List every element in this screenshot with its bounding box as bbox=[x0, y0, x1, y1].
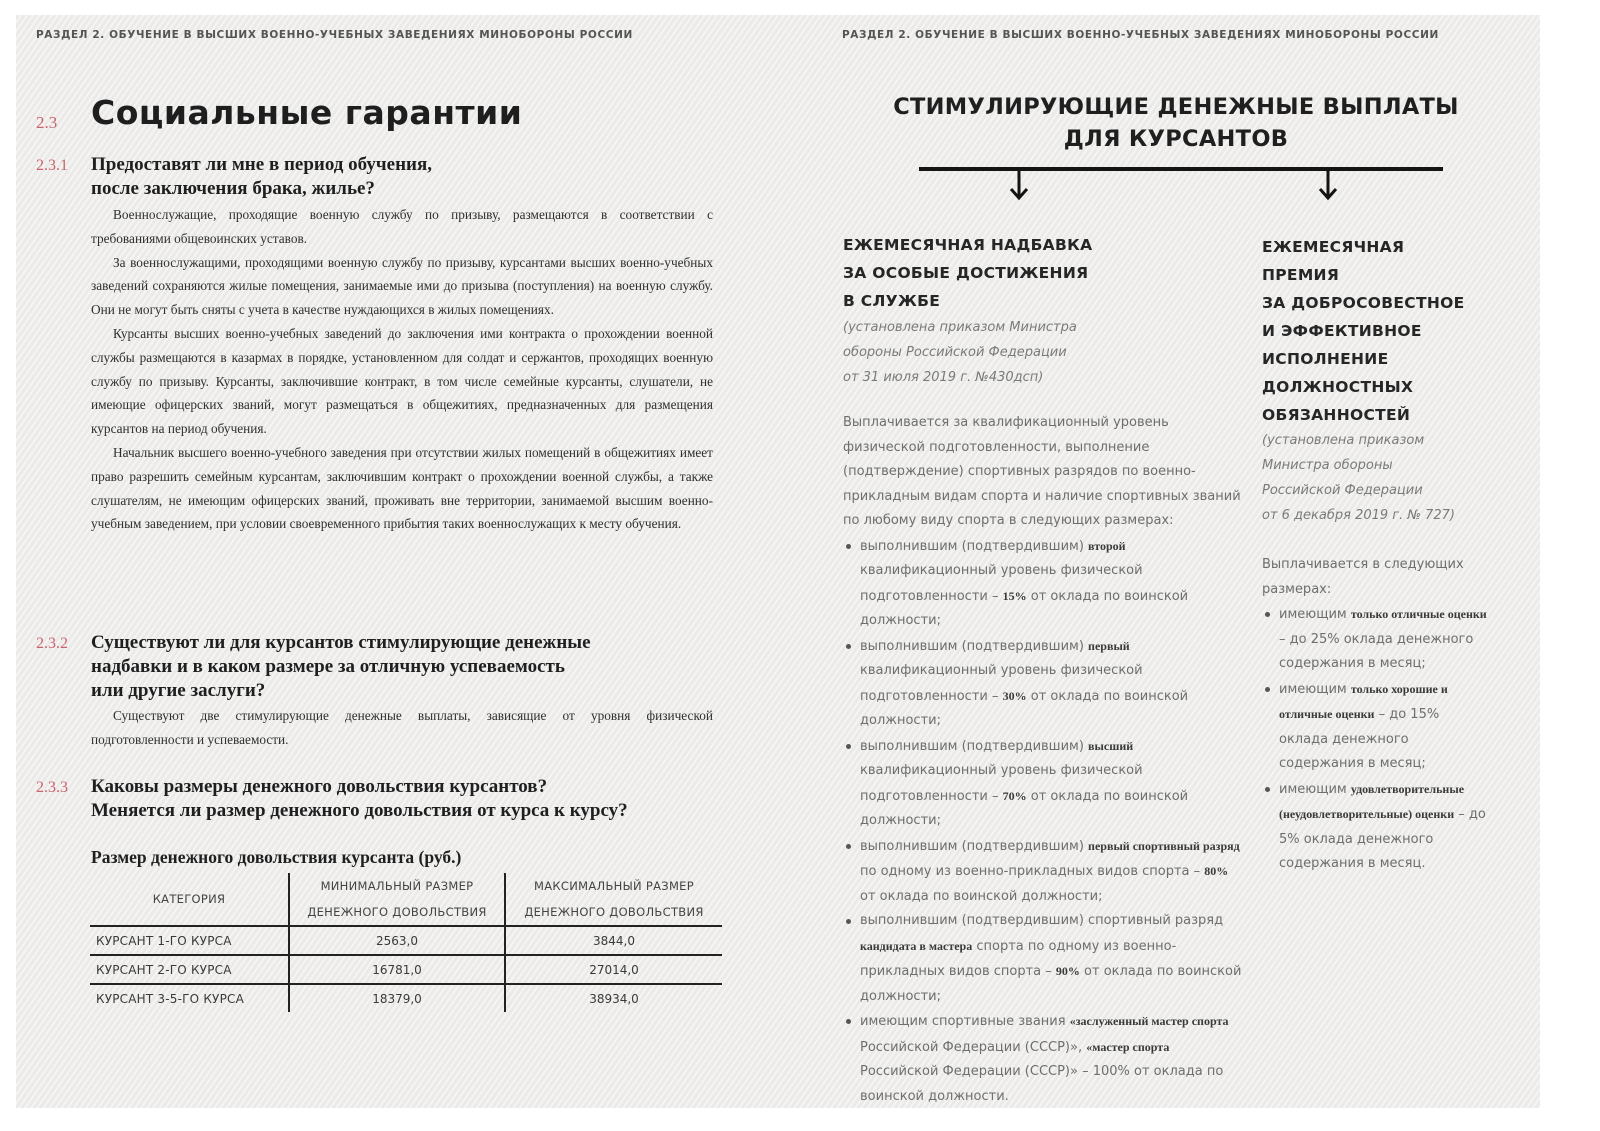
item-text: от оклада по воинской должности; bbox=[860, 964, 1242, 1004]
list-item bbox=[843, 909, 1243, 1009]
paragraph: За военнослужащими, проходящими военную службу по призыву, курсантами высших военно-учебных заведений сохраняются жилые помещения, занимаемые ими до призыва (поступления) на военную службу. Они не могут быть сняты с учета в качестве нуждающихся в жилых помещениях. bbox=[91, 254, 713, 318]
cell-category: КУРСАНТ 1-ГО КУРСА bbox=[90, 926, 289, 955]
item-bold: высший bbox=[1088, 738, 1134, 753]
heading-line: И ЭФФЕКТИВНОЕ bbox=[1262, 322, 1422, 340]
item-text: квалификационный уровень физической подготовленности – bbox=[860, 663, 1143, 704]
item-bold: кандидата в мастера bbox=[860, 938, 973, 953]
section-number: 2.3 bbox=[36, 113, 58, 132]
decree-line: Министра обороны bbox=[1262, 458, 1393, 473]
column-header: КАТЕГОРИЯ bbox=[152, 892, 226, 906]
heading-line: ЕЖЕМЕСЯЧНАЯ НАДБАВКА bbox=[843, 236, 1093, 254]
column-2-heading bbox=[1262, 233, 1464, 429]
question-title-line: после заключения брака, жилье? bbox=[91, 178, 375, 199]
item-text: имеющим bbox=[1279, 607, 1351, 622]
item-text: выполнившим (подтвердившим) спортивный разряд bbox=[860, 913, 1224, 928]
list-item bbox=[1262, 777, 1492, 877]
table-row bbox=[90, 984, 722, 1012]
item-text: – до 5% оклада денежного содержания в месяц. bbox=[1279, 807, 1486, 871]
item-text: квалификационный уровень физической подготовленности – bbox=[860, 763, 1143, 804]
column-2-body bbox=[1262, 553, 1492, 877]
paragraph: Военнослужащие, проходящие военную службу по призыву, размещаются в соответствии с требованиями общевоинских уставов. bbox=[91, 207, 713, 246]
item-bold: удовлетворительные (неудовлетворительные) оценки bbox=[1279, 781, 1465, 821]
item-bold: только хорошие и отличные оценки bbox=[1279, 681, 1448, 721]
heading-line: ЗА ОСОБЫЕ ДОСТИЖЕНИЯ bbox=[843, 264, 1089, 282]
heading-line: ОБЯЗАННОСТЕЙ bbox=[1262, 406, 1411, 424]
item-text: имеющим bbox=[1279, 681, 1351, 697]
item-text: Российской Федерации (СССР)», bbox=[860, 1039, 1087, 1055]
question-title-233 bbox=[91, 775, 628, 823]
decree-line: (установлена приказом bbox=[1262, 433, 1425, 448]
column-2-decree bbox=[1262, 428, 1455, 528]
item-bold: 90% bbox=[1055, 964, 1080, 978]
question-title-232 bbox=[91, 631, 591, 703]
item-text: выполнившим (подтвердившим) bbox=[860, 738, 1089, 754]
column-1-list bbox=[843, 534, 1243, 1110]
heading-line: ДОЛЖНОСТНЫХ bbox=[1262, 378, 1414, 396]
cell-min: 16781,0 bbox=[289, 955, 505, 984]
question-number-231: 2.3.1 bbox=[36, 157, 68, 174]
list-item bbox=[843, 734, 1243, 834]
book-spread bbox=[16, 15, 1540, 1108]
heading-line: ЗА ДОБРОСОВЕСТНОЕ bbox=[1262, 294, 1465, 312]
item-text: от оклада по воинской должности; bbox=[860, 888, 1103, 904]
table-row bbox=[90, 955, 722, 984]
paragraph: Существуют две стимулирующие денежные выплаты, зависящие от уровня физической подготовленности и успеваемости. bbox=[91, 708, 713, 747]
item-text: имеющим bbox=[1279, 781, 1351, 797]
item-text: от оклада по воинской должности; bbox=[860, 688, 1189, 728]
column-1-decree bbox=[843, 315, 1077, 390]
question-title-line: Меняется ли размер денежного довольствия от курса к курсу? bbox=[91, 800, 628, 821]
answer-231 bbox=[91, 203, 713, 536]
heading-line: ПРЕМИЯ bbox=[1262, 266, 1340, 284]
arrow-down-icon bbox=[1318, 171, 1338, 201]
column-1-body bbox=[843, 411, 1243, 1109]
item-text: по одному из военно-прикладных видов спорта – bbox=[860, 864, 1205, 879]
heading-line: ЕЖЕМЕСЯЧНАЯ bbox=[1262, 238, 1405, 256]
item-text: выполнившим (подтвердившим) bbox=[860, 838, 1089, 854]
cell-max: 38934,0 bbox=[505, 984, 722, 1012]
item-bold: «мастер спорта bbox=[1086, 1039, 1170, 1054]
list-item bbox=[843, 634, 1243, 734]
heading-line: ИСПОЛНЕНИЕ bbox=[1262, 350, 1389, 368]
answer-232 bbox=[91, 704, 713, 752]
column-header: МАКСИМАЛЬНЫЙ РАЗМЕР ДЕНЕЖНОГО ДОВОЛЬСТВИЯ bbox=[505, 873, 722, 926]
cell-max: 27014,0 bbox=[505, 955, 722, 984]
list-item bbox=[843, 834, 1243, 910]
question-title-line: Каковы размеры денежного довольствия курсантов? bbox=[91, 776, 548, 797]
decree-line: от 31 июля 2019 г. №430дсп) bbox=[843, 370, 1044, 385]
column-1-heading bbox=[843, 231, 1092, 315]
list-item bbox=[1262, 677, 1492, 777]
decree-line: Российской Федерации bbox=[1262, 483, 1423, 498]
cell-category: КУРСАНТ 2-ГО КУРСА bbox=[90, 955, 289, 984]
paragraph: Курсанты высших военно-учебных заведений до заключения ими контракта о прохождении военной службы размещаются в казармах в порядке, установленном для солдат и сержантов, проходящих военную службу по призыву. Курсанты, заключившие контракт, в том числе семейные курсанты, слушатели, не имеющие офицерских званий, могут размещаться в общежитиях, предназначенных для размещения курсантов на период обучения. bbox=[91, 325, 713, 437]
table-row bbox=[90, 926, 722, 955]
item-text: имеющим спортивные звания bbox=[860, 1014, 1070, 1029]
title-line: ДЛЯ КУРСАНТОВ bbox=[1063, 126, 1289, 152]
cell-min: 2563,0 bbox=[289, 926, 505, 955]
item-bold: первый bbox=[1088, 638, 1130, 653]
heading-line: В СЛУЖБЕ bbox=[843, 292, 941, 310]
question-title-line: Существуют ли для курсантов стимулирующие денежные bbox=[91, 632, 591, 653]
item-bold: 15% bbox=[1002, 588, 1027, 603]
item-text: выполнившим (подтвердившим) bbox=[860, 538, 1089, 554]
item-text: – до 25% оклада денежного содержания в месяц; bbox=[1279, 631, 1474, 671]
decree-line: (установлена приказом Министра bbox=[843, 320, 1077, 335]
question-title-line: Предоставят ли мне в период обучения, bbox=[91, 154, 433, 175]
question-title-line: или другие заслуги? bbox=[91, 680, 266, 701]
question-title-231 bbox=[91, 153, 432, 201]
column-2-list bbox=[1262, 602, 1492, 877]
question-number-233: 2.3.3 bbox=[36, 779, 68, 796]
table-header-row bbox=[90, 873, 722, 926]
item-bold: «заслуженный мастер спорта bbox=[1069, 1014, 1229, 1028]
right-running-head: РАЗДЕЛ 2. ОБУЧЕНИЕ В ВЫСШИХ ВОЕННО-УЧЕБНЫХ ЗАВЕДЕНИЯХ МИНОБОРОНЫ РОССИИ bbox=[842, 29, 1439, 41]
column-header: МИНИМАЛЬНЫЙ РАЗМЕР ДЕНЕЖНОГО ДОВОЛЬСТВИЯ bbox=[289, 873, 505, 926]
item-text: выполнившим (подтвердившим) bbox=[860, 638, 1089, 654]
item-bold: 80% bbox=[1204, 864, 1229, 878]
branch-rule bbox=[919, 167, 1443, 171]
item-text: квалификационный уровень физической подготовленности – bbox=[860, 563, 1143, 604]
column-1-intro: Выплачивается за квалификационный уровень физической подготовленности, выполнение (подтверждение) спортивных разрядов по военно-прикладным видам спорта и наличие спортивных званий по любому виду спорта в следующих размерах: bbox=[843, 415, 1241, 528]
allowance-table bbox=[90, 873, 722, 1012]
column-2-intro: Выплачивается в следующих размерах: bbox=[1262, 557, 1464, 597]
item-text: от оклада по воинской должности; bbox=[860, 588, 1189, 628]
table-caption: Размер денежного довольствия курсанта (руб.) bbox=[91, 847, 462, 867]
item-bold: только отличные оценки bbox=[1350, 607, 1487, 621]
section-title: Социальные гарантии bbox=[91, 93, 523, 132]
left-running-head: РАЗДЕЛ 2. ОБУЧЕНИЕ В ВЫСШИХ ВОЕННО-УЧЕБНЫХ ЗАВЕДЕНИЯХ МИНОБОРОНЫ РОССИИ bbox=[36, 29, 633, 41]
list-item bbox=[843, 534, 1243, 634]
question-number-232: 2.3.2 bbox=[36, 635, 68, 652]
item-bold: 30% bbox=[1002, 688, 1027, 703]
cell-min: 18379,0 bbox=[289, 984, 505, 1012]
item-bold: второй bbox=[1088, 538, 1126, 553]
title-line: СТИМУЛИРУЮЩИЕ ДЕНЕЖНЫЕ ВЫПЛАТЫ bbox=[893, 94, 1459, 120]
question-title-line: надбавки и в каком размере за отличную успеваемость bbox=[91, 656, 565, 677]
item-text: – до 15% оклада денежного содержания в месяц; bbox=[1279, 707, 1440, 771]
decree-line: от 6 декабря 2019 г. № 727) bbox=[1262, 508, 1455, 523]
cell-category: КУРСАНТ 3-5-ГО КУРСА bbox=[90, 984, 289, 1012]
cell-max: 3844,0 bbox=[505, 926, 722, 955]
item-text: от оклада по воинской должности; bbox=[860, 788, 1189, 828]
item-text: Российской Федерации (СССР)» – 100% от оклада по воинской должности. bbox=[860, 1064, 1224, 1104]
item-bold: первый спортивный разряд bbox=[1088, 838, 1240, 853]
list-item bbox=[843, 1009, 1243, 1109]
right-page-title bbox=[876, 91, 1476, 155]
paragraph: Начальник высшего военно-учебного заведения при отсутствии жилых помещений в общежитиях имеет право разрешить семейным курсантам, заключившим контракт о прохождении военной службы, а также слушателям, не имеющим офицерских званий, проживать вне территории, занимаемой высшим военно-учебным заведением, при условии своевременного прибытия таких военнослужащих к месту обучения. bbox=[91, 444, 713, 532]
arrow-down-icon bbox=[1009, 171, 1029, 201]
item-bold: 70% bbox=[1002, 788, 1027, 803]
list-item bbox=[1262, 602, 1492, 677]
item-text: спорта по одному из военно-прикладных видов спорта – bbox=[860, 938, 1177, 979]
decree-line: обороны Российской Федерации bbox=[843, 345, 1067, 360]
